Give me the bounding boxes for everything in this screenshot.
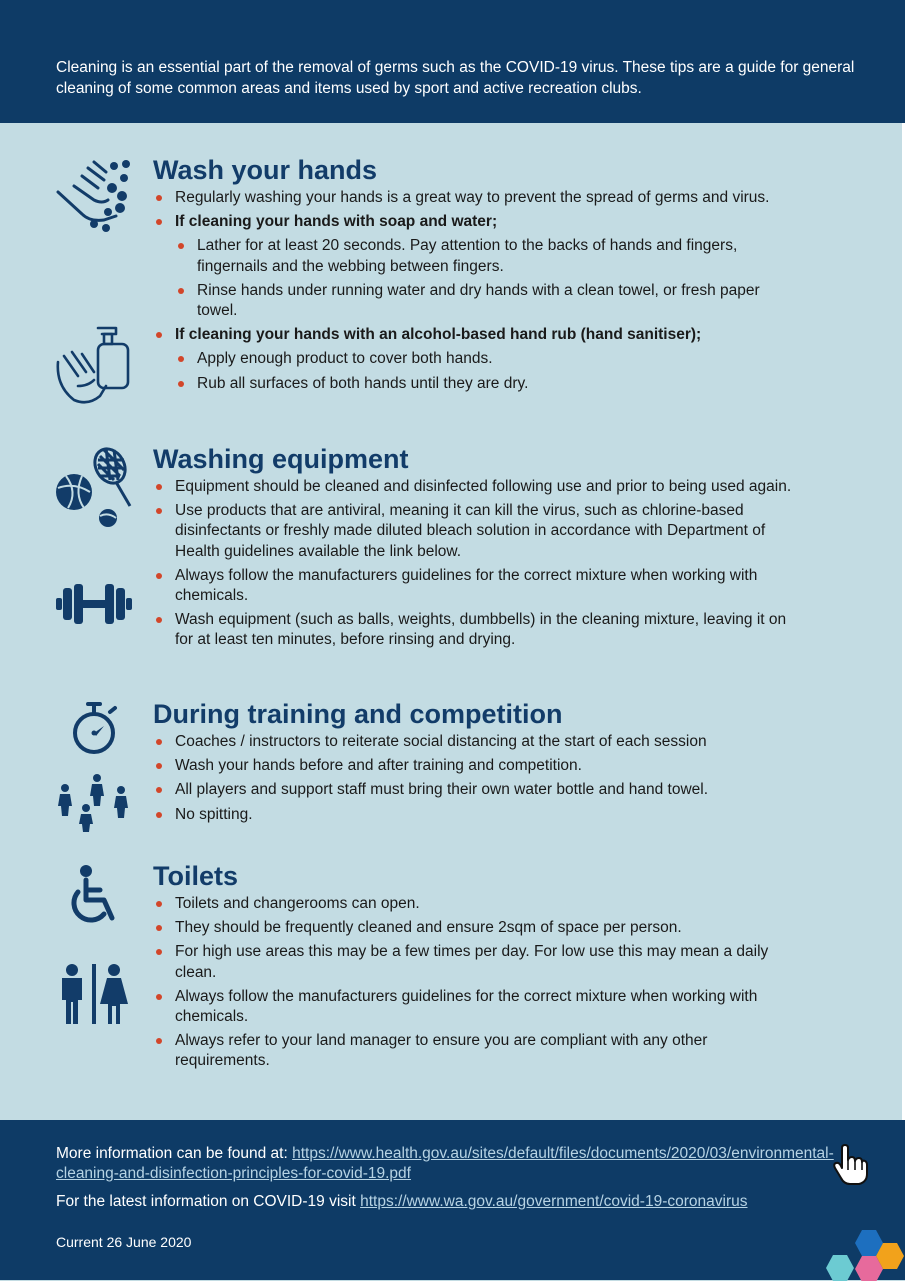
- list-item: Toilets and changerooms can open.: [153, 894, 793, 914]
- people-distancing-icon: [54, 772, 134, 832]
- more-info-text: [56, 1144, 836, 1184]
- bullet-list: [153, 188, 793, 398]
- list-item: [153, 325, 793, 394]
- list-item: All players and support staff must bring their own water bottle and hand towel.: [153, 780, 793, 800]
- bullet-list: [153, 477, 793, 655]
- list-item-text: If cleaning your hands with an alcohol-based hand rub (hand sanitiser);: [175, 326, 702, 344]
- sports-balls-icon: [54, 446, 134, 530]
- sub-list-item: Apply enough product to cover both hands.: [175, 349, 793, 369]
- section-title: Washing equipment: [153, 444, 409, 474]
- more-info-prefix: More information can be found at:: [56, 1145, 293, 1162]
- list-item: Equipment should be cleaned and disinfected following use and prior to being used again.: [153, 477, 793, 497]
- list-item: Always refer to your land manager to ensure you are compliant with any other requirements.: [153, 1031, 793, 1071]
- latest-info-text: [56, 1192, 876, 1212]
- list-item: Wash your hands before and after training and competition.: [153, 756, 793, 776]
- sub-list: [175, 349, 793, 393]
- list-item: Always follow the manufacturers guidelines for the correct mixture when working with chemicals.: [153, 566, 793, 606]
- list-item-text: If cleaning your hands with soap and water;: [175, 213, 498, 231]
- intro-text: Cleaning is an essential part of the removal of germs such as the COVID-19 virus. These tips are a guide for general cleaning of some common areas and items used by sport and active recreation clubs.: [56, 59, 855, 97]
- section-title: Toilets: [153, 861, 239, 891]
- list-item: No spitting.: [153, 805, 793, 825]
- list-item: [153, 212, 793, 321]
- latest-info-prefix: For the latest information on COVID-19 visit: [56, 1193, 361, 1210]
- section-title: Wash your hands: [153, 155, 378, 185]
- sub-list-item: Rinse hands under running water and dry hands with a clean towel, or fresh paper towel.: [175, 281, 793, 321]
- current-date: Current 26 June 2020: [56, 1234, 192, 1250]
- footer: [0, 1120, 905, 1280]
- male-female-toilet-icon: [58, 964, 130, 1026]
- list-item: Always follow the manufacturers guidelines for the correct mixture when working with chemicals.: [153, 987, 793, 1027]
- health-guidelines-link[interactable]: https://www.health.gov.au/sites/default/files/documents/2020/03/environmental-cleaning-and-disinfection-principles-for-covid-19.pdf: [56, 1145, 834, 1182]
- sub-list-item: Lather for at least 20 seconds. Pay attention to the backs of hands and fingers, fingernails and the webbing between fingers.: [175, 236, 793, 276]
- list-item: They should be frequently cleaned and ensure 2sqm of space per person.: [153, 918, 793, 938]
- list-item: Coaches / instructors to reiterate social distancing at the start of each session: [153, 732, 793, 752]
- hand-sanitiser-icon: [54, 326, 134, 406]
- wheelchair-icon: [66, 864, 120, 928]
- stopwatch-icon: [70, 700, 120, 756]
- dumbbell-icon: [56, 582, 132, 626]
- list-item: Wash equipment (such as balls, weights, dumbbells) in the cleaning mixture, leaving it on for at least ten minutes, before rinsing and drying.: [153, 610, 793, 650]
- hexagon-logo-icon: [815, 1225, 905, 1281]
- pointer-hand-icon: [832, 1144, 868, 1186]
- wa-covid-link[interactable]: https://www.wa.gov.au/government/covid-19-coronavirus: [360, 1193, 748, 1210]
- section-title: During training and competition: [153, 699, 563, 729]
- bullet-list: [153, 732, 793, 829]
- sub-list: [175, 236, 793, 321]
- sub-list-item: Rub all surfaces of both hands until they are dry.: [175, 374, 793, 394]
- hand-washing-icon: [54, 156, 134, 236]
- top-banner: [0, 0, 905, 123]
- list-item: Regularly washing your hands is a great way to prevent the spread of germs and virus.: [153, 188, 793, 208]
- list-item: For high use areas this may be a few times per day. For low use this may mean a daily clean.: [153, 942, 793, 982]
- bullet-list: [153, 894, 793, 1076]
- list-item: Use products that are antiviral, meaning it can kill the virus, such as chlorine-based disinfectants or freshly made diluted bleach solution in accordance with Department of Health guidelines available the link below.: [153, 501, 793, 562]
